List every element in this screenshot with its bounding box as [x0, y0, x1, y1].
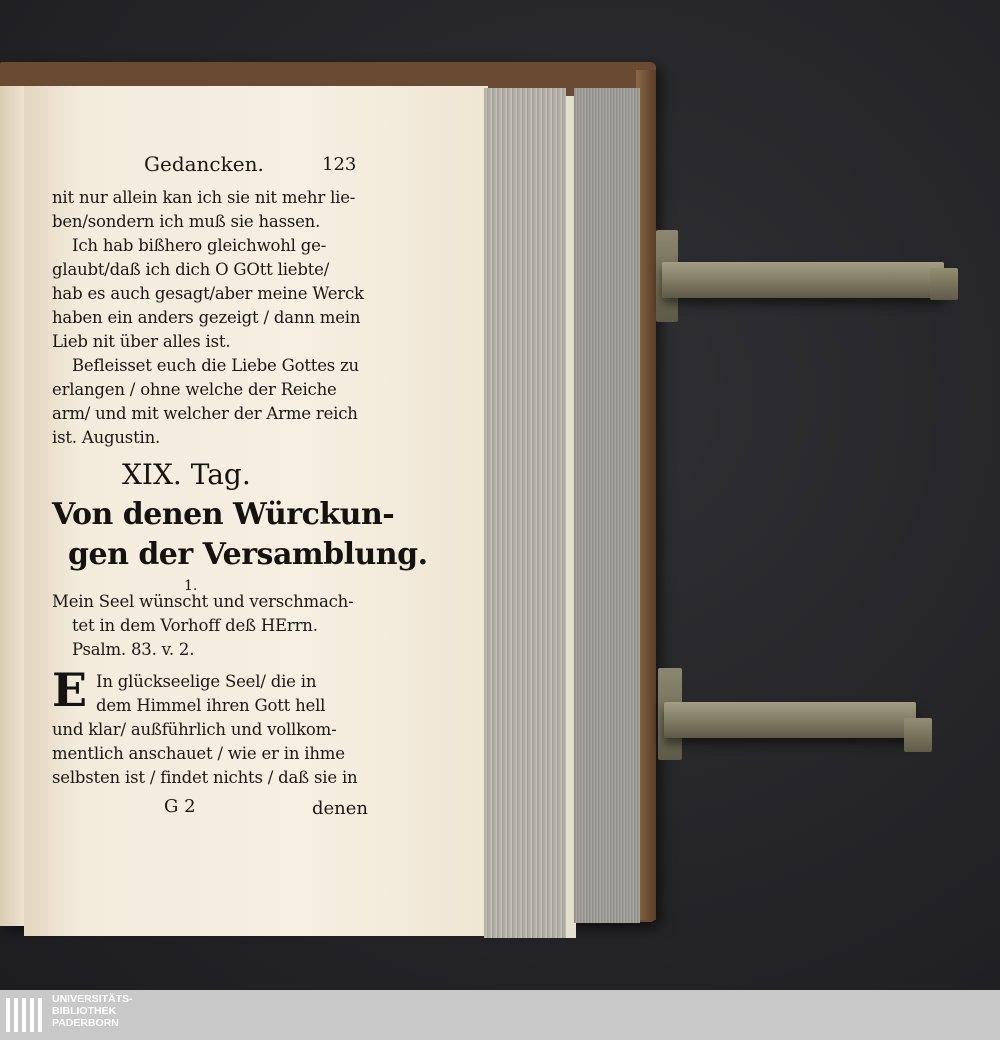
page-number: 123 — [322, 154, 357, 175]
text-line: Befleisset euch die Liebe Gottes zu — [72, 356, 359, 375]
drop-cap: E — [52, 663, 88, 717]
footer-bar — [0, 990, 1000, 1040]
signature-mark: G 2 — [164, 796, 196, 817]
text-line: Psalm. 83. v. 2. — [72, 640, 195, 659]
text-line: glaubt/daß ich dich O GOtt liebte/ — [52, 260, 330, 279]
library-logo-icon — [6, 994, 46, 1036]
chapter-title-line-2: gen der Versamblung. — [68, 537, 428, 572]
text-line: Mein Seel wünscht und verschmach- — [52, 592, 354, 611]
text-line: und klar/ außführlich und vollkom- — [52, 720, 337, 739]
text-line: ist. Augustin. — [52, 428, 161, 447]
page-block-edges — [484, 88, 566, 938]
text-line: erlangen / ohne welche der Reiche — [52, 380, 337, 399]
left-page-edge — [0, 86, 26, 926]
page-block-back-edges — [574, 88, 640, 923]
text-line: Ich hab bißhero gleichwohl ge- — [72, 236, 327, 255]
running-head: Gedancken. — [144, 152, 264, 176]
text-line: dem Himmel ihren Gott hell — [96, 696, 326, 715]
text-line: arm/ und mit welcher der Arme reich — [52, 404, 358, 423]
text-line: Lieb nit über alles ist. — [52, 332, 231, 351]
text-line: mentlich anschauet / wie er in ihme — [52, 744, 345, 763]
text-line: selbsten ist / findet nichts / daß sie in — [52, 768, 358, 787]
text-line: haben ein anders gezeigt / dann mein — [52, 308, 361, 327]
text-line: tet in dem Vorhoff deß HErrn. — [72, 616, 318, 635]
section-number: 1. — [184, 578, 198, 594]
text-line: ben/sondern ich muß sie hassen. — [52, 212, 321, 231]
catchword: denen — [312, 798, 369, 819]
text-line: In glückseelige Seel/ die in — [96, 672, 317, 691]
library-name-line-3: PADERBORN — [52, 1017, 119, 1029]
library-name — [52, 993, 133, 1029]
text-line: hab es auch gesagt/aber meine Werck — [52, 284, 364, 303]
library-name-line-1: UNIVERSITÄTS- — [52, 993, 133, 1005]
day-heading: XIX. Tag. — [122, 458, 251, 491]
library-name-line-2: BIBLIOTHEK — [52, 1005, 117, 1017]
text-line: nit nur allein kan ich sie nit mehr lie- — [52, 188, 356, 207]
chapter-title-line-1: Von denen Würckun- — [52, 497, 395, 532]
